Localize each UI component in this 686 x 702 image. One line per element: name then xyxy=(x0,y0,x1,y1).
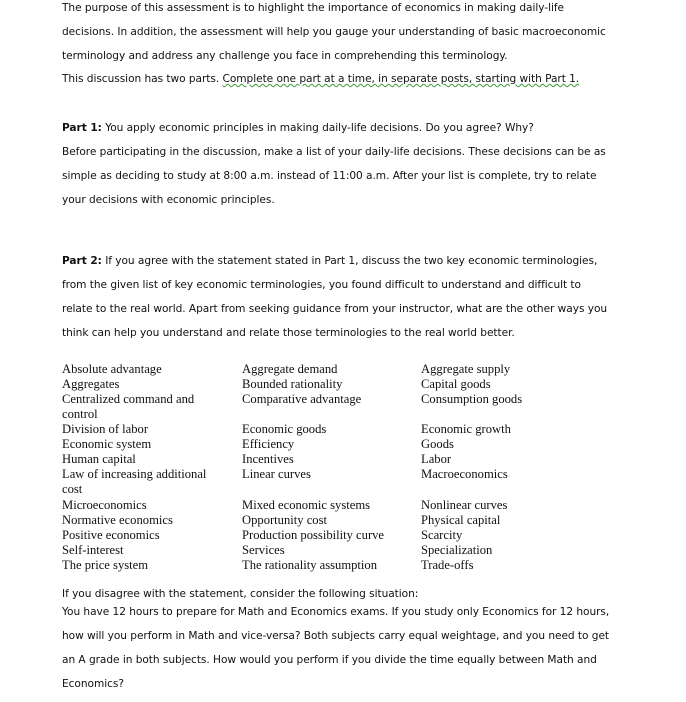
term-item: Economic system xyxy=(62,437,152,451)
term-item: Capital goods xyxy=(421,377,491,391)
term-item: Production possibility curve xyxy=(242,528,385,542)
term-item: Human capital xyxy=(62,452,136,466)
term-item: Labor xyxy=(421,452,452,466)
term-item: Bounded rationality xyxy=(242,377,343,391)
term-item-continued: control xyxy=(62,407,98,421)
disagree-line-2: You have 12 hours to prepare for Math and Economics exams. If you study only Economics for 12 hours, xyxy=(62,606,610,618)
term-item: Consumption goods xyxy=(421,392,523,406)
term-item: Aggregates xyxy=(62,377,120,391)
term-item: Incentives xyxy=(242,452,294,466)
part1-label: Part 1: xyxy=(62,122,102,134)
part1-line-2: Before participating in the discussion, make a list of your daily-life decisions. These decisions can be as xyxy=(62,146,606,158)
term-item: Services xyxy=(242,543,285,557)
disagree-line-5: Economics? xyxy=(62,678,124,690)
part2-question: If you agree with the statement stated in Part 1, discuss the two key economic terminologies, xyxy=(101,255,598,267)
part2-line-4: think can help you understand and relate those terminologies to the real world better. xyxy=(62,327,515,339)
intro-instruction-underlined: Complete one part at a time, in separate posts, starting with Part 1. xyxy=(222,73,580,85)
term-item: Economic goods xyxy=(242,422,327,436)
term-item: Normative economics xyxy=(62,513,173,527)
intro-line-4-plain: This discussion has two parts. xyxy=(62,73,223,85)
term-item: Aggregate demand xyxy=(242,362,338,376)
part1-line-4: your decisions with economic principles. xyxy=(62,194,275,206)
term-item: The price system xyxy=(62,558,149,572)
term-item: Self-interest xyxy=(62,543,124,557)
term-item: Positive economics xyxy=(62,528,160,542)
part1-line-3: simple as deciding to study at 8:00 a.m. instead of 11:00 a.m. After your list is complete, try to relate xyxy=(62,170,597,182)
intro-line-3: terminology and address any challenge you face in comprehending this terminology. xyxy=(62,50,508,62)
term-item: Physical capital xyxy=(421,513,501,527)
term-item: The rationality assumption xyxy=(242,558,378,572)
disagree-line-3: how will you perform in Math and vice-versa? Both subjects carry equal weightage, and you need to get xyxy=(62,630,610,642)
term-item: Trade-offs xyxy=(421,558,474,572)
term-item: Aggregate supply xyxy=(421,362,511,376)
term-item: Comparative advantage xyxy=(242,392,362,406)
part1-line-1 xyxy=(62,122,534,134)
intro-line-4 xyxy=(62,73,579,85)
part2-line-2: from the given list of key economic terminologies, you found difficult to understand and difficult to xyxy=(62,279,581,291)
term-item: Nonlinear curves xyxy=(421,498,508,512)
term-item: Scarcity xyxy=(421,528,463,542)
term-item: Macroeconomics xyxy=(421,467,508,481)
term-item: Linear curves xyxy=(242,467,311,481)
intro-line-1: The purpose of this assessment is to highlight the importance of economics in making daily-life xyxy=(62,2,565,14)
term-item: Goods xyxy=(421,437,454,451)
term-item-continued: cost xyxy=(62,482,83,496)
term-item: Division of labor xyxy=(62,422,149,436)
disagree-line-1: If you disagree with the statement, consider the following situation: xyxy=(62,588,419,600)
part1-question: You apply economic principles in making daily-life decisions. Do you agree? Why? xyxy=(101,122,534,134)
term-item: Opportunity cost xyxy=(242,513,328,527)
term-item: Mixed economic systems xyxy=(242,498,371,512)
intro-line-2: decisions. In addition, the assessment will help you gauge your understanding of basic macroeconomic xyxy=(62,26,606,38)
term-item: Economic growth xyxy=(421,422,511,436)
term-item: Law of increasing additional xyxy=(62,467,207,481)
term-item: Efficiency xyxy=(242,437,295,451)
term-item: Centralized command and xyxy=(62,392,195,406)
term-item: Specialization xyxy=(421,543,493,557)
part2-label: Part 2: xyxy=(62,255,102,267)
term-item: Absolute advantage xyxy=(62,362,162,376)
part2-line-1 xyxy=(62,255,597,267)
disagree-line-4: an A grade in both subjects. How would you perform if you divide the time equally between Math and xyxy=(62,654,597,666)
term-item: Microeconomics xyxy=(62,498,147,512)
part2-line-3: relate to the real world. Apart from seeking guidance from your instructor, what are the other ways you xyxy=(62,303,608,315)
